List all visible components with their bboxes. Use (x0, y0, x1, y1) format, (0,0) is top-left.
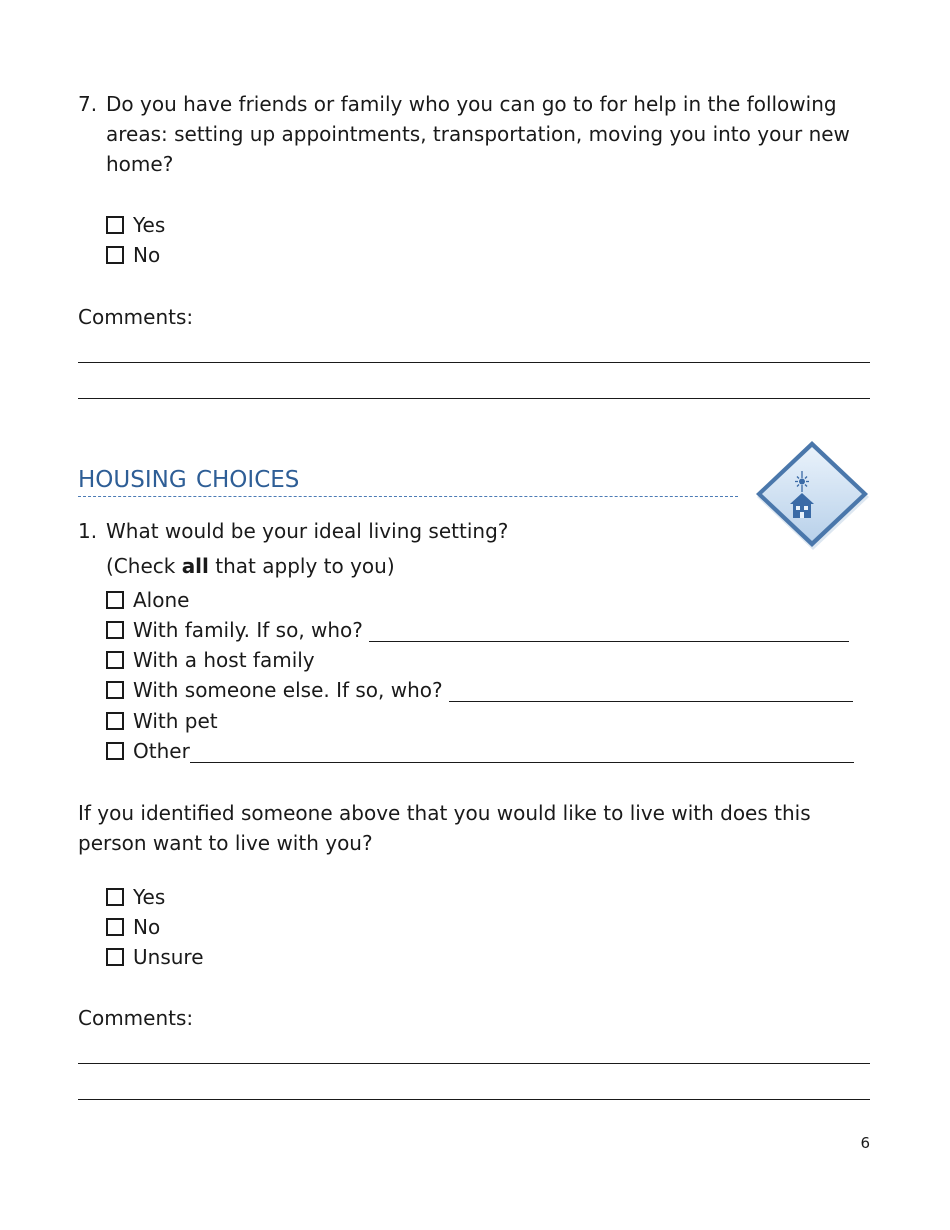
q7-option-no[interactable] (106, 240, 160, 270)
checkbox[interactable] (106, 246, 124, 264)
followup-option-yes-label: Yes (133, 885, 166, 909)
hint-suffix: that apply to you) (208, 554, 395, 578)
checkbox[interactable] (106, 918, 124, 936)
checkbox[interactable] (106, 216, 124, 234)
q1-option-pet[interactable] (106, 706, 218, 736)
q1-option-alone-label: Alone (133, 588, 190, 612)
page-number: 6 (860, 1134, 870, 1152)
checkbox[interactable] (106, 948, 124, 966)
q1-option-other[interactable] (106, 736, 854, 766)
q1-option-alone[interactable] (106, 585, 189, 615)
checkbox[interactable] (106, 681, 124, 699)
followup-option-no-label: No (133, 915, 161, 939)
followup-option-unsure[interactable] (106, 942, 204, 972)
q1-option-with-family[interactable] (106, 615, 849, 645)
q1-option-someone-else-label: With someone else. If so, who? (133, 678, 443, 702)
q1-option-other-label: Other (133, 739, 190, 763)
followup-comments-label: Comments: (78, 1006, 194, 1030)
checkbox[interactable] (106, 712, 124, 730)
hint-prefix: (Check (106, 554, 182, 578)
question-7-text-line-3: home? (106, 152, 174, 176)
q7-comment-line-1[interactable] (78, 362, 870, 363)
question-7-number: 7. (78, 92, 98, 116)
checkbox[interactable] (106, 888, 124, 906)
q7-option-yes-label: Yes (133, 213, 166, 237)
checkbox[interactable] (106, 742, 124, 760)
followup-text-line-1: If you identified someone above that you would like to live with does this (78, 801, 811, 825)
followup-option-yes[interactable] (106, 882, 165, 912)
section-heading-housing-choices: HOUSING CHOICES (78, 467, 300, 493)
followup-option-unsure-label: Unsure (133, 945, 204, 969)
followup-text-line-2: person want to live with you? (78, 831, 373, 855)
checkbox[interactable] (106, 621, 124, 639)
q1-option-pet-label: With pet (133, 709, 218, 733)
question-1-text: What would be your ideal living setting? (106, 519, 509, 543)
q1-option-with-family-label: With family. If so, who? (133, 618, 363, 642)
q1-option-host-family-label: With a host family (133, 648, 315, 672)
q1-option-host-family[interactable] (106, 645, 315, 675)
q7-comment-line-2[interactable] (78, 398, 870, 399)
question-7-text-line-1: Do you have friends or family who you can go to for help in the following (106, 92, 837, 116)
followup-option-no[interactable] (106, 912, 160, 942)
followup-comment-line-1[interactable] (78, 1063, 870, 1064)
someone-else-fill-line[interactable] (449, 679, 853, 702)
q7-comments-label: Comments: (78, 305, 194, 329)
other-fill-line[interactable] (190, 740, 854, 763)
section-divider (78, 496, 738, 497)
q7-option-yes[interactable] (106, 210, 165, 240)
checkbox[interactable] (106, 591, 124, 609)
q1-option-someone-else[interactable] (106, 675, 853, 705)
checkbox[interactable] (106, 651, 124, 669)
question-1-number: 1. (78, 519, 98, 543)
question-7-text-line-2: areas: setting up appointments, transportation, moving you into your new (106, 122, 850, 146)
with-family-fill-line[interactable] (369, 619, 849, 642)
hint-bold: all (181, 554, 209, 578)
question-1-hint (106, 551, 395, 581)
house-diamond-icon (750, 438, 874, 554)
q7-option-no-label: No (133, 243, 161, 267)
followup-comment-line-2[interactable] (78, 1099, 870, 1100)
